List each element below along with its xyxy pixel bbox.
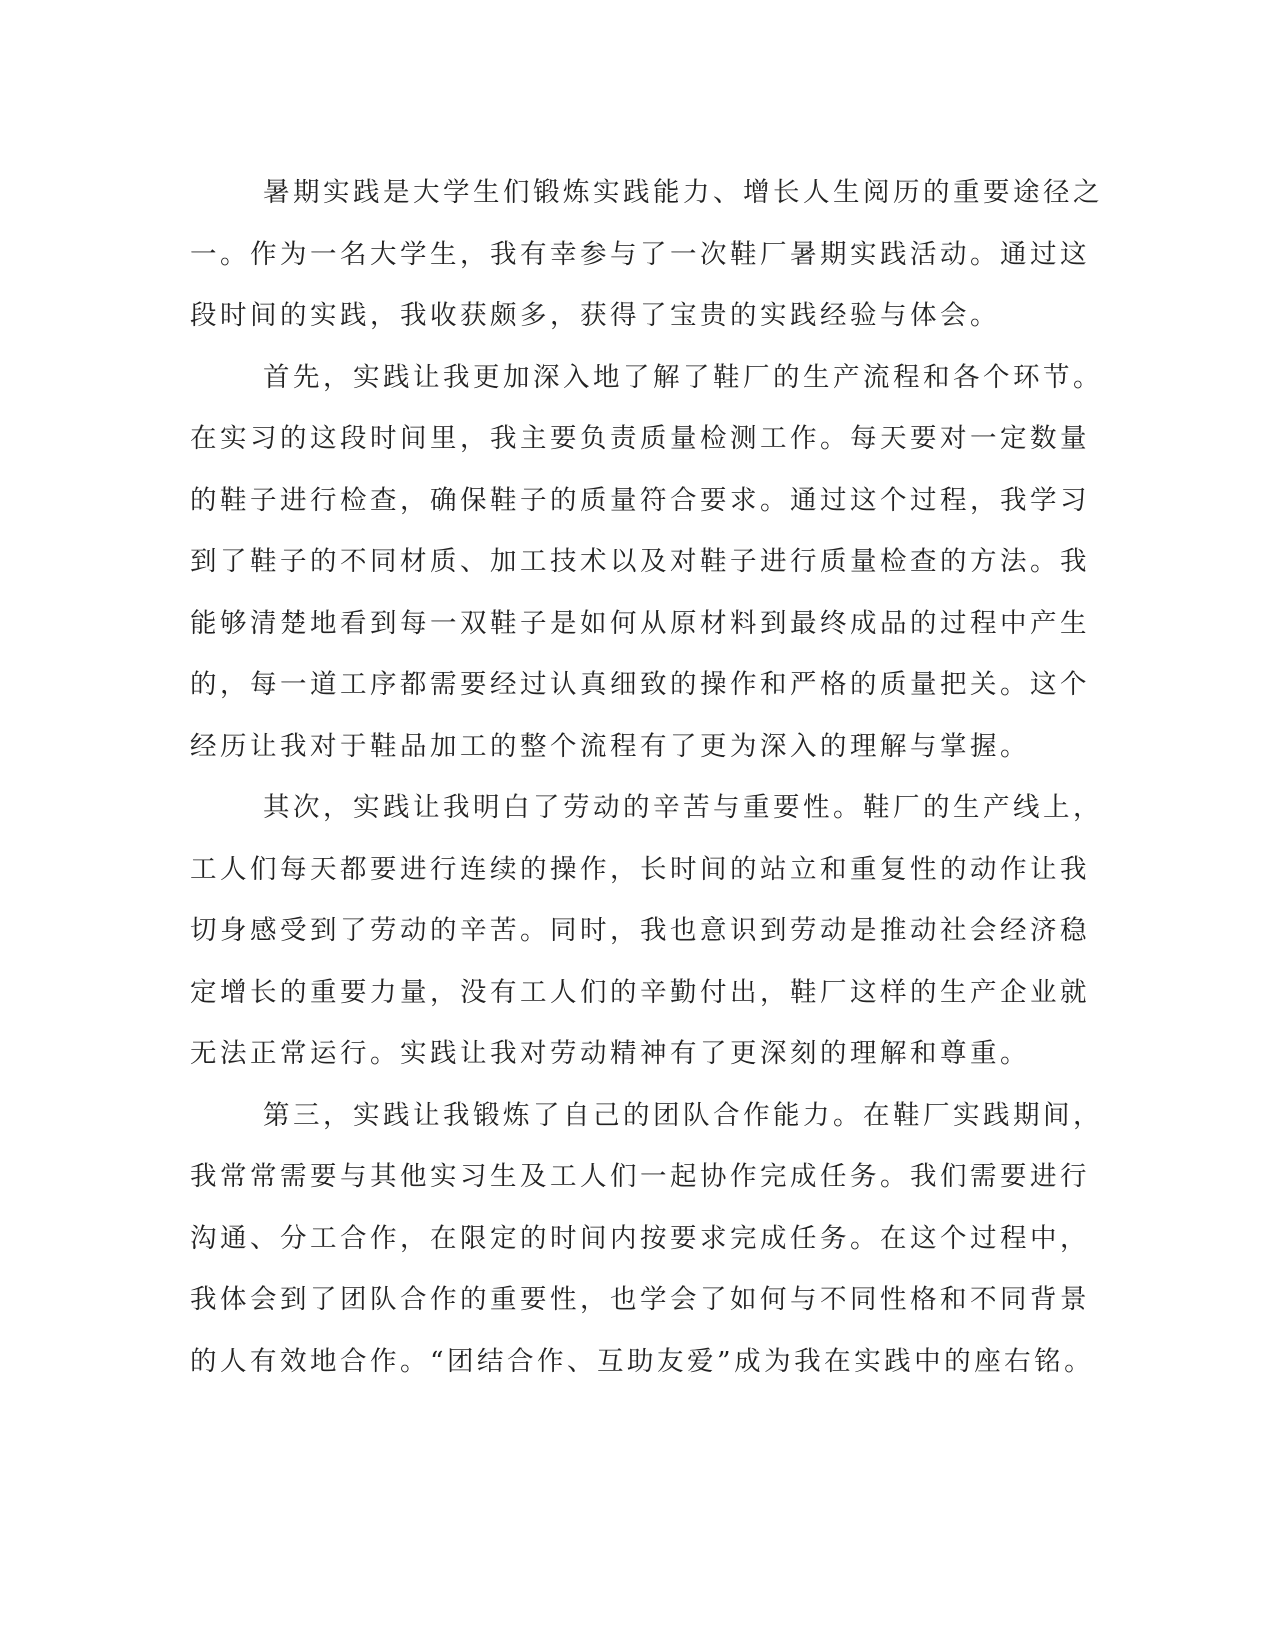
paragraph-3-line-5: 无法正常运行。实践让我对劳动精神有了更深刻的理解和尊重。 [190,1038,1030,1069]
paragraph-4-line-3: 沟通、分工合作，在限定的时间内按要求完成任务。在这个过程中， [190,1222,1090,1254]
paragraph-1-line-1: 暑期实践是大学生们锻炼实践能力、增长人生阅历的重要途径之 [263,177,1103,208]
paragraph-4-line-4: 我体会到了团队合作的重要性，也学会了如何与不同性格和不同背景 [190,1284,1090,1315]
paragraph-1-line-3: 段时间的实践，我收获颇多，获得了宝贵的实践经验与体会。 [190,300,1000,331]
paragraph-3-line-1: 其次，实践让我明白了劳动的辛苦与重要性。鞋厂的生产线上， [263,792,1103,823]
paragraph-3-line-2: 工人们每天都要进行连续的操作，长时间的站立和重复性的动作让我 [190,853,1090,885]
paragraph-2-line-4: 到了鞋子的不同材质、加工技术以及对鞋子进行质量检查的方法。我 [190,546,1090,577]
paragraph-2-line-5: 能够清楚地看到每一双鞋子是如何从原材料到最终成品的过程中产生 [190,607,1090,639]
paragraph-1-line-2: 一。作为一名大学生，我有幸参与了一次鞋厂暑期实践活动。通过这 [190,238,1090,270]
paragraph-2-line-3: 的鞋子进行检查，确保鞋子的质量符合要求。通过这个过程，我学习 [190,484,1090,516]
paragraph-4-line-5: 的人有效地合作。“团结合作、互助友爱”成为我在实践中的座右铭。 [190,1345,1095,1377]
paragraph-3-line-4: 定增长的重要力量，没有工人们的辛勤付出，鞋厂这样的生产企业就 [190,976,1090,1008]
paragraph-2-line-7: 经历让我对于鞋品加工的整个流程有了更为深入的理解与掌握。 [190,730,1030,762]
paragraph-4-line-2: 我常常需要与其他实习生及工人们一起协作完成任务。我们需要进行 [190,1161,1090,1192]
paragraph-2-line-2: 在实习的这段时间里，我主要负责质量检测工作。每天要对一定数量 [190,423,1090,454]
paragraph-3-line-3: 切身感受到了劳动的辛苦。同时，我也意识到劳动是推动社会经济稳 [190,915,1090,946]
paragraph-4-line-1: 第三，实践让我锻炼了自己的团队合作能力。在鞋厂实践期间， [263,1099,1103,1131]
paragraph-2-line-1: 首先，实践让我更加深入地了解了鞋厂的生产流程和各个环节。 [263,361,1103,393]
document-body [190,162,1103,1392]
paragraph-2-line-6: 的，每一道工序都需要经过认真细致的操作和严格的质量把关。这个 [190,669,1090,700]
